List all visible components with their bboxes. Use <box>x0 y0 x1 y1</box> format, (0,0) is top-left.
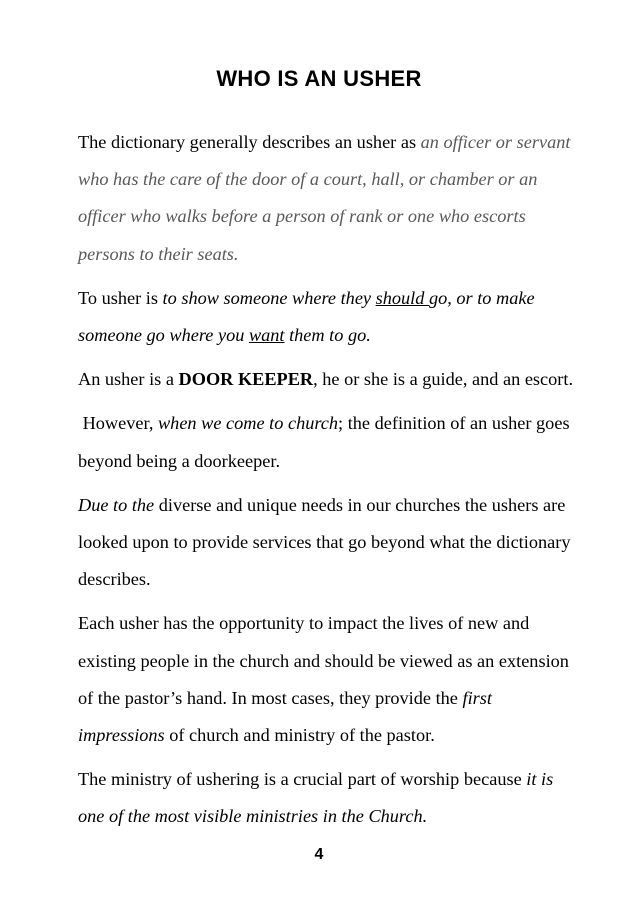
italic-text: it is one of the most visible ministries in the Church. <box>78 769 554 827</box>
underlined-italic-text: should <box>375 287 429 308</box>
italic-text: them to go. <box>284 325 371 346</box>
text-span: ; the definition of an usher goes beyond being a doorkeeper. <box>78 413 570 471</box>
paragraph-impact <box>78 605 578 754</box>
paragraph-to-usher <box>78 280 578 354</box>
italic-text: Due to the <box>78 494 155 515</box>
text-span: of church and ministry of the pastor. <box>164 725 435 746</box>
paragraph-diverse-needs <box>78 487 578 599</box>
paragraph-door-keeper <box>78 361 578 398</box>
paragraph-ministry <box>78 761 578 835</box>
text-span: The dictionary generally describes an usher as <box>78 132 421 152</box>
dictionary-quote: an officer or servant who has the care of the door of a court, hall, or chamber or an officer who walks before a person of rank or one who escorts persons to their seats. <box>78 132 571 264</box>
text-span: Each usher has the opportunity to impact the lives of new and existing people in the church and should be viewed as an extension of the pastor’s hand. In most cases, they provide the <box>78 613 569 708</box>
text-span: However, <box>78 413 158 434</box>
paragraph-definition <box>78 124 578 273</box>
text-span: diverse and unique needs in our churches the ushers are looked upon to provide services that go beyond what the dictionary describes. <box>78 494 571 590</box>
text-span: , he or she is a guide, and an escort. <box>313 369 574 390</box>
bold-text: DOOR KEEPER <box>178 369 314 390</box>
text-span: An usher is a <box>78 369 179 390</box>
text-span: The ministry of ushering is a crucial part of worship because <box>78 769 527 790</box>
body-text <box>78 124 578 843</box>
italic-text: go, or to make someone go where you <box>78 287 535 346</box>
italic-text: first impressions <box>78 687 492 746</box>
text-span: To usher is <box>78 287 163 308</box>
paragraph-church <box>78 405 578 479</box>
page-title: WHO IS AN USHER <box>216 66 422 91</box>
italic-text: to show someone where they <box>162 287 376 308</box>
page-number: 4 <box>314 846 324 863</box>
underlined-italic-text: want <box>248 325 285 346</box>
italic-text: when we come to church <box>157 413 339 434</box>
